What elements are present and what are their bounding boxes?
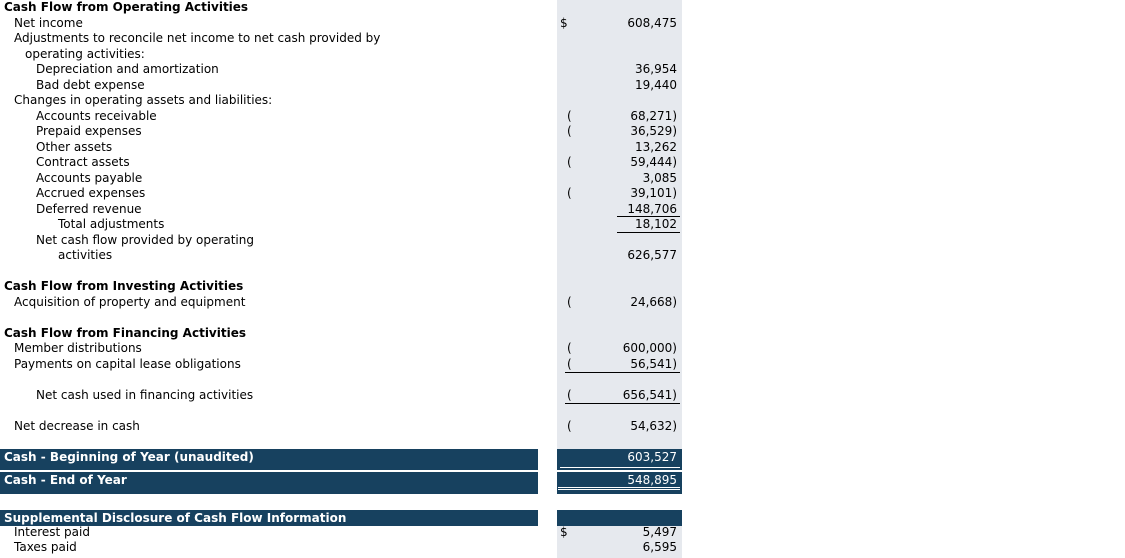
interest-currency: $ [560,525,568,539]
taxes-label: Taxes paid [14,540,77,554]
interest-row [0,525,682,541]
change-paren: ( [567,108,572,123]
adjustments-row-2 [0,47,682,63]
net-operating-row-1 [0,233,682,249]
net-income-value: 608,475 [627,15,677,30]
capital-lease-row [0,357,682,373]
bad-debt-row [0,78,682,94]
net-decrease-row [0,419,682,435]
net-income-row [0,16,682,32]
adjustments-label-2: operating activities: [25,46,145,61]
change-value: 3,085 [642,170,677,185]
total-adjustments-row [0,217,682,233]
end-rule-2 [558,489,680,490]
changes-label: Changes in operating assets and liabilities: [14,93,273,107]
taxes-row [0,540,682,556]
supplemental-band [0,510,538,526]
change-row [0,109,682,125]
acquisition-row [0,295,682,311]
financing-rule [565,372,680,373]
depreciation-row [0,62,682,78]
end-rule-1 [558,487,680,488]
acquisition-paren: ( [567,294,572,309]
supplemental-amount-band [557,510,682,526]
change-value: 36,529) [630,124,677,138]
change-value: 59,444) [630,155,677,169]
acquisition-label: Acquisition of property and equipment [14,294,246,309]
bad-debt-label: Bad debt expense [36,77,145,92]
financing-header-row [0,326,682,342]
capital-lease-paren: ( [567,356,572,371]
net-operating-label-1: Net cash flow provided by operating [36,233,254,247]
beginning-value: 603,527 [627,450,677,464]
change-row [0,171,682,187]
member-distributions-label: Member distributions [14,341,142,355]
net-income-label: Net income [14,15,83,30]
change-label: Prepaid expenses [36,124,142,138]
changes-row [0,93,682,109]
adjustments-label-1: Adjustments to reconcile net income to net cash provided by [14,31,381,45]
change-paren: ( [567,186,572,200]
beginning-label: Cash - Beginning of Year (unaudited) [4,450,254,464]
change-row [0,202,682,218]
net-decrease-label: Net decrease in cash [14,418,140,433]
member-distributions-row [0,341,682,357]
change-row [0,186,682,202]
operating-header: Cash Flow from Operating Activities [4,0,249,14]
capital-lease-value: 56,541) [630,356,677,371]
depreciation-value: 36,954 [635,62,677,76]
end-amount-band [557,472,1125,494]
net-financing-paren: ( [567,387,572,402]
change-label: Accounts receivable [36,108,157,123]
net-financing-rule [565,403,680,404]
change-label: Accounts payable [36,170,143,185]
net-decrease-paren: ( [567,418,572,433]
change-label: Accrued expenses [36,186,146,200]
net-financing-value: 656,541) [622,387,677,402]
supplemental-header: Supplemental Disclosure of Cash Flow Information [4,511,347,525]
adjustments-row-1 [0,31,682,47]
operating-header-row [0,0,682,16]
capital-lease-label: Payments on capital lease obligations [14,356,241,371]
change-value: 148,706 [627,201,677,216]
net-decrease-value: 54,632) [630,418,677,433]
depreciation-label: Depreciation and amortization [36,62,219,76]
net-financing-label: Net cash used in financing activities [36,387,254,402]
change-label: Deferred revenue [36,201,142,216]
net-income-currency: $ [560,15,568,30]
end-currency: $ [1117,473,1125,487]
investing-header-row [0,279,682,295]
total-adjustments-value: 18,102 [635,217,677,231]
change-row [0,155,682,171]
change-row [0,124,682,140]
net-operating-row-2 [0,248,682,264]
net-operating-label-2: activities [58,248,113,262]
change-row [0,140,682,156]
member-distributions-paren: ( [567,341,572,355]
change-value: 13,262 [635,139,677,154]
end-band [0,472,538,494]
change-paren: ( [567,155,572,169]
interest-label: Interest paid [14,525,90,539]
beginning-band [0,449,538,470]
end-value: 548,895 [627,473,677,487]
net-operating-value: 626,577 [627,248,677,262]
member-distributions-value: 600,000) [622,341,677,355]
change-label: Contract assets [36,155,130,169]
beginning-rule [560,467,680,468]
financing-header: Cash Flow from Financing Activities [4,325,246,340]
end-label: Cash - End of Year [4,473,127,487]
change-value: 68,271) [630,108,677,123]
change-paren: ( [567,124,572,138]
investing-header: Cash Flow from Investing Activities [4,279,244,293]
total-adjustments-label: Total adjustments [58,217,165,231]
acquisition-value: 24,668) [630,294,677,309]
interest-value: 5,497 [642,525,677,539]
change-label: Other assets [36,139,113,154]
net-financing-row [0,388,682,404]
taxes-value: 6,595 [642,540,677,554]
change-value: 39,101) [630,186,677,200]
bad-debt-value: 19,440 [635,77,677,92]
